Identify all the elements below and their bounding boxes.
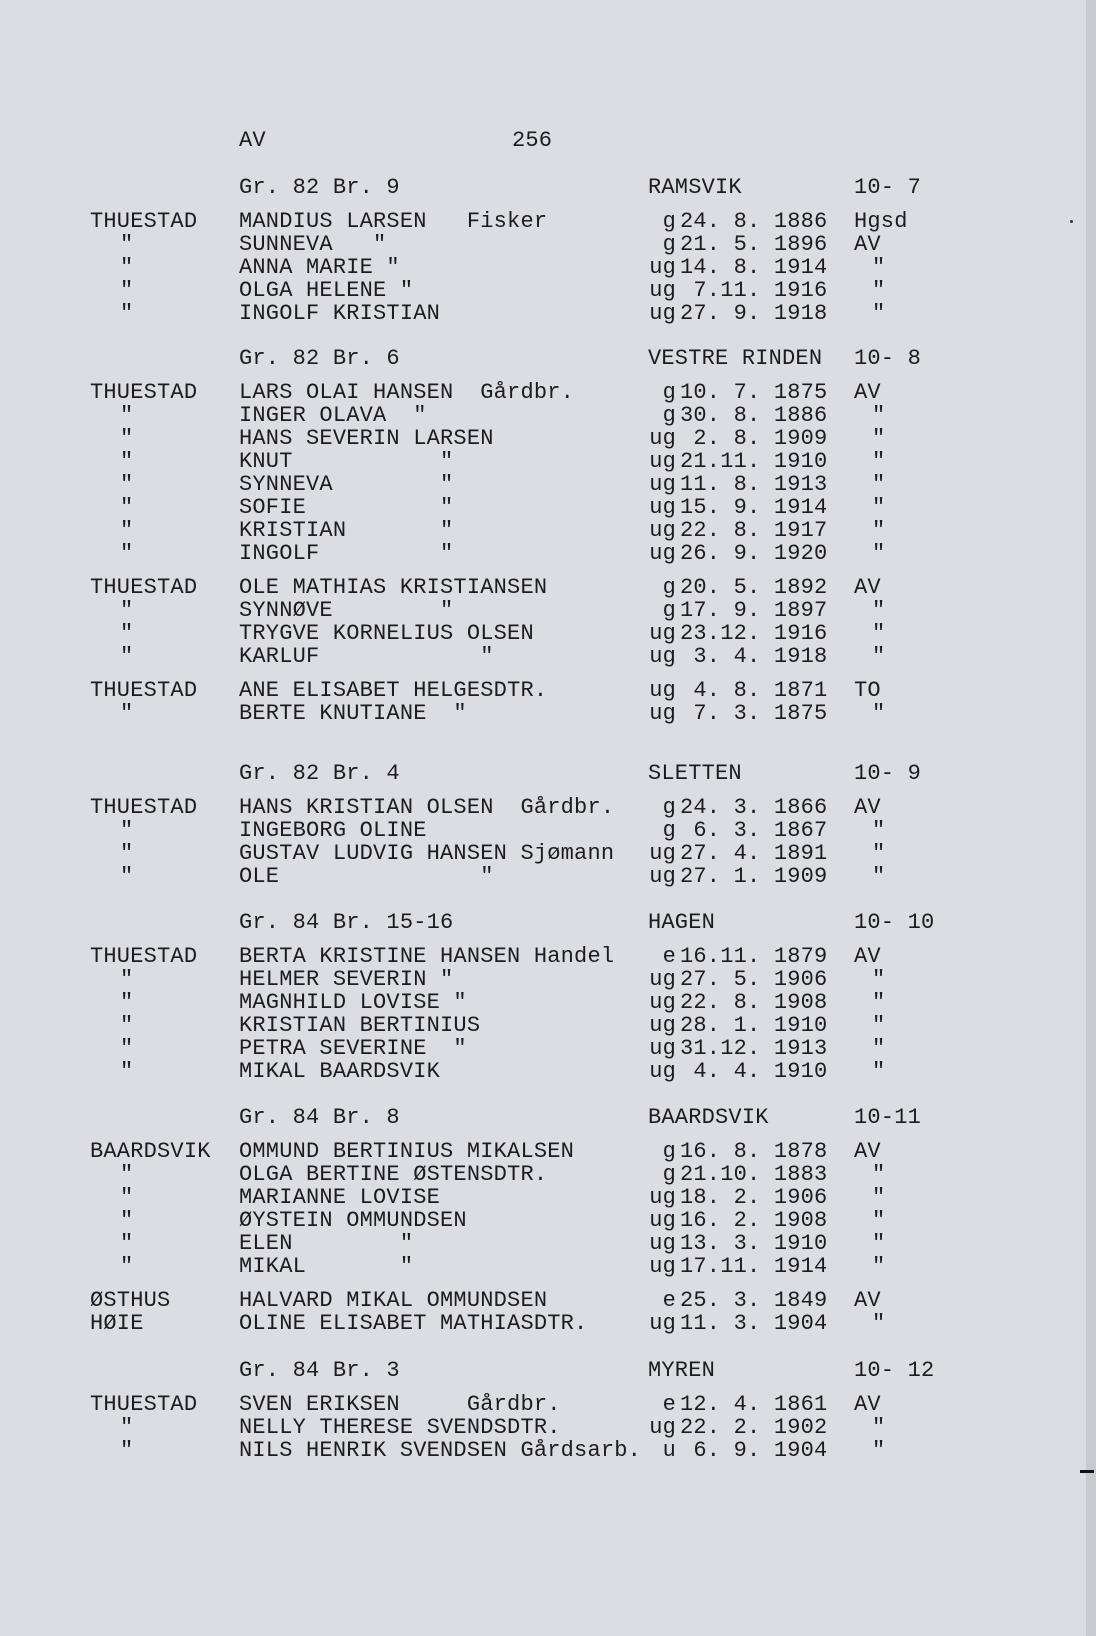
marital-status: ug	[649, 1185, 676, 1210]
birth-date: 6. 3. 1867	[680, 818, 828, 843]
birth-date: 14. 8. 1914	[680, 255, 828, 280]
birth-date: 15. 9. 1914	[680, 495, 828, 520]
birth-date: 11. 3. 1904	[680, 1311, 828, 1336]
source-code: "	[872, 1438, 886, 1463]
birth-date: 16. 8. 1878	[680, 1139, 828, 1164]
birth-date: 4. 8. 1871	[680, 678, 828, 703]
page-series: AV	[239, 128, 266, 153]
marital-status: ug	[649, 701, 676, 726]
marital-status: u	[662, 1438, 676, 1463]
residence: "	[120, 518, 134, 543]
person-name: SUNNEVA "	[239, 232, 387, 257]
marital-status: ug	[649, 1059, 676, 1084]
source-code: "	[872, 472, 886, 497]
marital-status: ug	[649, 1415, 676, 1440]
group-number: 10- 7	[854, 175, 922, 200]
person-name: OLGA HELENE "	[239, 278, 414, 303]
marital-status: ug	[649, 541, 676, 566]
birth-date: 21.10. 1883	[680, 1162, 828, 1187]
source-code: "	[872, 864, 886, 889]
person-name: OMMUND BERTINIUS MIKALSEN	[239, 1139, 575, 1164]
group-number: 10-11	[854, 1105, 922, 1130]
source-code: "	[872, 621, 886, 646]
scan-edge	[1086, 0, 1096, 1636]
marital-status: ug	[649, 1311, 676, 1336]
person-name: HANS KRISTIAN OLSEN Gårdbr.	[239, 795, 615, 820]
residence: "	[120, 426, 134, 451]
residence: "	[120, 841, 134, 866]
source-code: "	[872, 841, 886, 866]
marital-status: e	[662, 1392, 676, 1417]
residence: "	[120, 541, 134, 566]
group-reference: Gr. 82 Br. 9	[239, 175, 400, 200]
birth-date: 20. 5. 1892	[680, 575, 828, 600]
source-code: "	[872, 301, 886, 326]
marital-status: ug	[649, 449, 676, 474]
marital-status: g	[662, 818, 676, 843]
source-code: "	[872, 1036, 886, 1061]
source-code: "	[872, 1059, 886, 1084]
residence: "	[120, 495, 134, 520]
farm-name: SLETTEN	[648, 761, 742, 786]
residence: "	[120, 598, 134, 623]
birth-date: 21.11. 1910	[680, 449, 828, 474]
birth-date: 17. 9. 1897	[680, 598, 828, 623]
marital-status: ug	[649, 841, 676, 866]
birth-date: 7.11. 1916	[680, 278, 828, 303]
marital-status: ug	[649, 1254, 676, 1279]
marital-status: ug	[649, 255, 676, 280]
source-code: AV	[854, 380, 881, 405]
residence: THUESTAD	[90, 944, 198, 969]
person-name: MANDIUS LARSEN Fisker	[239, 209, 548, 234]
marital-status: g	[662, 1162, 676, 1187]
source-code: "	[872, 1311, 886, 1336]
source-code: "	[872, 403, 886, 428]
source-code: AV	[854, 1139, 881, 1164]
residence: "	[120, 1185, 134, 1210]
source-code: Hgsd	[854, 209, 908, 234]
birth-date: 10. 7. 1875	[680, 380, 828, 405]
person-name: HELMER SEVERIN "	[239, 967, 454, 992]
residence: ØSTHUS	[90, 1288, 171, 1313]
birth-date: 23.12. 1916	[680, 621, 828, 646]
birth-date: 13. 3. 1910	[680, 1231, 828, 1256]
source-code: "	[872, 449, 886, 474]
residence: "	[120, 818, 134, 843]
residence: THUESTAD	[90, 1392, 198, 1417]
group-reference: Gr. 82 Br. 6	[239, 346, 400, 371]
person-name: OLGA BERTINE ØSTENSDTR.	[239, 1162, 548, 1187]
residence: "	[120, 449, 134, 474]
marital-status: ug	[649, 967, 676, 992]
source-code: AV	[854, 232, 881, 257]
person-name: KRISTIAN BERTINIUS	[239, 1013, 481, 1038]
source-code: TO	[854, 678, 881, 703]
residence: "	[120, 1231, 134, 1256]
birth-date: 28. 1. 1910	[680, 1013, 828, 1038]
marital-status: g	[662, 575, 676, 600]
source-code: "	[872, 1254, 886, 1279]
source-code: "	[872, 518, 886, 543]
birth-date: 25. 3. 1849	[680, 1288, 828, 1313]
person-name: ANE ELISABET HELGESDTR.	[239, 678, 548, 703]
residence: "	[120, 1036, 134, 1061]
birth-date: 31.12. 1913	[680, 1036, 828, 1061]
birth-date: 21. 5. 1896	[680, 232, 828, 257]
marital-status: ug	[649, 1036, 676, 1061]
residence: THUESTAD	[90, 678, 198, 703]
residence: "	[120, 1254, 134, 1279]
birth-date: 30. 8. 1886	[680, 403, 828, 428]
source-code: "	[872, 644, 886, 669]
source-code: "	[872, 1185, 886, 1210]
residence: "	[120, 1438, 134, 1463]
residence: "	[120, 1208, 134, 1233]
person-name: MIKAL BAARDSVIK	[239, 1059, 441, 1084]
marital-status: g	[662, 1139, 676, 1164]
group-number: 10- 9	[854, 761, 922, 786]
residence: "	[120, 621, 134, 646]
birth-date: 7. 3. 1875	[680, 701, 828, 726]
group-reference: Gr. 84 Br. 15-16	[239, 910, 454, 935]
birth-date: 22. 8. 1917	[680, 518, 828, 543]
source-code: "	[872, 701, 886, 726]
birth-date: 16.11. 1879	[680, 944, 828, 969]
source-code: "	[872, 1208, 886, 1233]
birth-date: 24. 8. 1886	[680, 209, 828, 234]
group-reference: Gr. 82 Br. 4	[239, 761, 400, 786]
residence: "	[120, 1059, 134, 1084]
person-name: SVEN ERIKSEN Gårdbr.	[239, 1392, 561, 1417]
person-name: OLINE ELISABET MATHIASDTR.	[239, 1311, 588, 1336]
residence: "	[120, 278, 134, 303]
residence: "	[120, 232, 134, 257]
birth-date: 6. 9. 1904	[680, 1438, 828, 1463]
marital-status: ug	[649, 990, 676, 1015]
source-code: AV	[854, 944, 881, 969]
person-name: INGOLF KRISTIAN	[239, 301, 441, 326]
birth-date: 22. 8. 1908	[680, 990, 828, 1015]
person-name: MIKAL "	[239, 1254, 414, 1279]
birth-date: 27. 5. 1906	[680, 967, 828, 992]
marital-status: ug	[649, 495, 676, 520]
source-code: "	[872, 1415, 886, 1440]
person-name: KNUT "	[239, 449, 454, 474]
birth-date: 12. 4. 1861	[680, 1392, 828, 1417]
source-code: "	[872, 278, 886, 303]
marital-status: e	[662, 944, 676, 969]
source-code: "	[872, 598, 886, 623]
marital-status: ug	[649, 678, 676, 703]
group-number: 10- 8	[854, 346, 922, 371]
person-name: INGOLF "	[239, 541, 454, 566]
person-name: SOFIE "	[239, 495, 454, 520]
marital-status: ug	[649, 1231, 676, 1256]
person-name: TRYGVE KORNELIUS OLSEN	[239, 621, 534, 646]
marital-status: ug	[649, 301, 676, 326]
birth-date: 18. 2. 1906	[680, 1185, 828, 1210]
birth-date: 11. 8. 1913	[680, 472, 828, 497]
person-name: SYNNØVE "	[239, 598, 454, 623]
source-code: "	[872, 990, 886, 1015]
farm-name: BAARDSVIK	[648, 1105, 769, 1130]
person-name: KARLUF "	[239, 644, 494, 669]
source-code: "	[872, 818, 886, 843]
residence: "	[120, 255, 134, 280]
person-name: BERTE KNUTIANE "	[239, 701, 467, 726]
person-name: PETRA SEVERINE "	[239, 1036, 467, 1061]
marital-status: ug	[649, 518, 676, 543]
person-name: LARS OLAI HANSEN Gårdbr.	[239, 380, 575, 405]
residence: "	[120, 472, 134, 497]
marital-status: g	[662, 598, 676, 623]
person-name: HALVARD MIKAL OMMUNDSEN	[239, 1288, 548, 1313]
source-code: "	[872, 967, 886, 992]
residence: HØIE	[90, 1311, 144, 1336]
person-name: OLE "	[239, 864, 494, 889]
source-code: AV	[854, 1392, 881, 1417]
marital-status: g	[662, 380, 676, 405]
person-name: ELEN "	[239, 1231, 414, 1256]
source-code: "	[872, 495, 886, 520]
birth-date: 22. 2. 1902	[680, 1415, 828, 1440]
farm-name: VESTRE RINDEN	[648, 346, 823, 371]
person-name: INGEBORG OLINE	[239, 818, 427, 843]
marital-status: ug	[649, 472, 676, 497]
residence: "	[120, 644, 134, 669]
residence: "	[120, 1013, 134, 1038]
birth-date: 27. 1. 1909	[680, 864, 828, 889]
residence: THUESTAD	[90, 209, 198, 234]
birth-date: 3. 4. 1918	[680, 644, 828, 669]
source-code: AV	[854, 795, 881, 820]
residence: "	[120, 701, 134, 726]
residence: THUESTAD	[90, 575, 198, 600]
marital-status: ug	[649, 644, 676, 669]
marital-status: g	[662, 795, 676, 820]
person-name: GUSTAV LUDVIG HANSEN Sjømann	[239, 841, 615, 866]
source-code: "	[872, 255, 886, 280]
residence: "	[120, 301, 134, 326]
person-name: NELLY THERESE SVENDSDTR.	[239, 1415, 561, 1440]
residence: THUESTAD	[90, 380, 198, 405]
residence: BAARDSVIK	[90, 1139, 211, 1164]
person-name: HANS SEVERIN LARSEN	[239, 426, 494, 451]
source-code: "	[872, 1231, 886, 1256]
person-name: KRISTIAN "	[239, 518, 454, 543]
source-code: AV	[854, 1288, 881, 1313]
person-name: INGER OLAVA "	[239, 403, 427, 428]
person-name: OLE MATHIAS KRISTIANSEN	[239, 575, 548, 600]
person-name: ANNA MARIE "	[239, 255, 400, 280]
group-reference: Gr. 84 Br. 8	[239, 1105, 400, 1130]
birth-date: 27. 9. 1918	[680, 301, 828, 326]
source-code: "	[872, 426, 886, 451]
marital-status: g	[662, 209, 676, 234]
group-reference: Gr. 84 Br. 3	[239, 1358, 400, 1383]
farm-name: RAMSVIK	[648, 175, 742, 200]
group-number: 10- 12	[854, 1358, 935, 1383]
farm-name: MYREN	[648, 1358, 716, 1383]
group-number: 10- 10	[854, 910, 935, 935]
marital-status: g	[662, 403, 676, 428]
marital-status: e	[662, 1288, 676, 1313]
residence: "	[120, 1162, 134, 1187]
marital-status: ug	[649, 426, 676, 451]
birth-date: 17.11. 1914	[680, 1254, 828, 1279]
marital-status: ug	[649, 278, 676, 303]
marital-status: ug	[649, 864, 676, 889]
residence: "	[120, 1415, 134, 1440]
person-name: BERTA KRISTINE HANSEN Handel	[239, 944, 615, 969]
source-code: "	[872, 541, 886, 566]
source-code: AV	[854, 575, 881, 600]
birth-date: 24. 3. 1866	[680, 795, 828, 820]
residence: "	[120, 990, 134, 1015]
residence: THUESTAD	[90, 795, 198, 820]
birth-date: 16. 2. 1908	[680, 1208, 828, 1233]
residence: "	[120, 967, 134, 992]
farm-name: HAGEN	[648, 910, 716, 935]
birth-date: 2. 8. 1909	[680, 426, 828, 451]
marital-status: ug	[649, 1013, 676, 1038]
marital-status: g	[662, 232, 676, 257]
page-number: 256	[512, 128, 553, 153]
margin-mark	[1080, 1470, 1094, 1473]
birth-date: 26. 9. 1920	[680, 541, 828, 566]
birth-date: 4. 4. 1910	[680, 1059, 828, 1084]
person-name: MARIANNE LOVISE	[239, 1185, 441, 1210]
birth-date: 27. 4. 1891	[680, 841, 828, 866]
marital-status: ug	[649, 1208, 676, 1233]
residence: "	[120, 403, 134, 428]
source-code: "	[872, 1013, 886, 1038]
scan-speck	[1070, 220, 1073, 223]
person-name: NILS HENRIK SVENDSEN Gårdsarb.	[239, 1438, 642, 1463]
person-name: ØYSTEIN OMMUNDSEN	[239, 1208, 467, 1233]
person-name: SYNNEVA "	[239, 472, 454, 497]
source-code: "	[872, 1162, 886, 1187]
person-name: MAGNHILD LOVISE "	[239, 990, 467, 1015]
residence: "	[120, 864, 134, 889]
marital-status: ug	[649, 621, 676, 646]
